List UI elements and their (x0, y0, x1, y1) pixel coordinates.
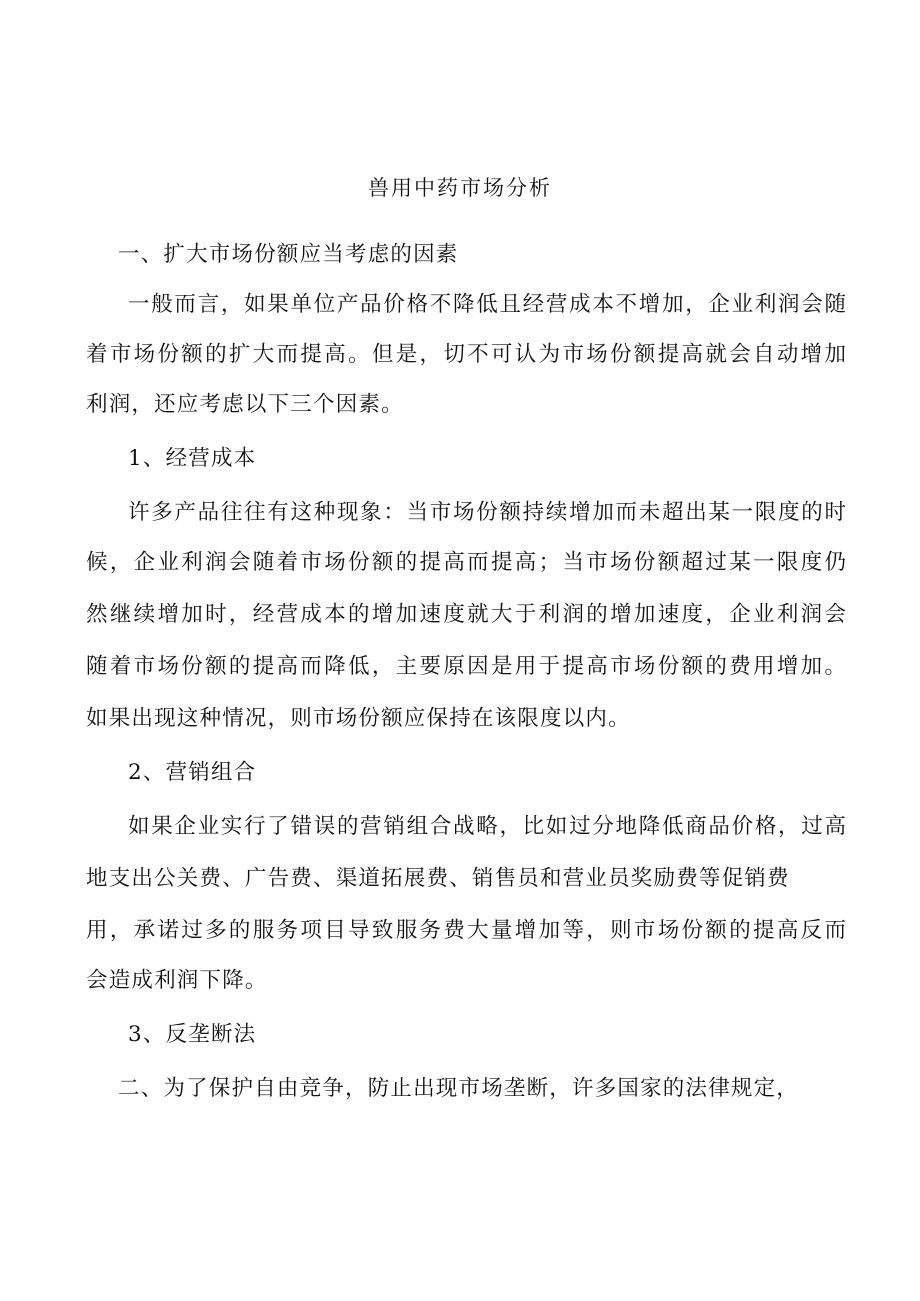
item-2-line-3: 用，承诺过多的服务项目导致服务费大量增加等，则市场份额的提高反而 (86, 918, 846, 943)
item-1-line-5: 如果出现这种情况，则市场份额应保持在该限度以内。 (86, 706, 631, 731)
item-1-line-1: 许多产品往往有这种现象：当市场份额持续增加而未超出某一限度的时 (128, 500, 846, 525)
intro-line-2: 着市场份额的扩大而提高。但是，切不可认为市场份额提高就会自动增加 (86, 342, 846, 367)
item-3-heading: 3、反垄断法 (128, 1022, 257, 1047)
section-1-heading: 一、扩大市场份额应当考虑的因素 (118, 242, 459, 267)
item-1-line-3: 然继续增加时，经营成本的增加速度就大于利润的增加速度，企业利润会 (86, 602, 846, 627)
intro-line-1: 一般而言，如果单位产品价格不降低且经营成本不增加，企业利润会随 (128, 292, 846, 317)
item-1-line-2: 候，企业利润会随着市场份额的提高而提高；当市场份额超过某一限度仍 (86, 550, 846, 575)
intro-line-3: 利润，还应考虑以下三个因素。 (86, 392, 404, 417)
section-2-line-1: 二、为了保护自由竞争，防止出现市场垄断，许多国家的法律规定， (118, 1076, 800, 1101)
item-1-line-4: 随着市场份额的提高而降低，主要原因是用于提高市场份额的费用增加。 (86, 654, 846, 679)
item-2-line-4: 会造成利润下降。 (86, 968, 268, 993)
item-1-heading: 1、经营成本 (128, 446, 257, 471)
item-2-line-2: 地支出公关费、广告费、渠道拓展费、销售员和营业员奖励费等促销费 (86, 866, 790, 891)
item-2-heading: 2、营销组合 (128, 760, 257, 785)
item-2-line-1: 如果企业实行了错误的营销组合战略，比如过分地降低商品价格，过高 (128, 814, 846, 839)
document-title: 兽用中药市场分析 (368, 176, 552, 200)
